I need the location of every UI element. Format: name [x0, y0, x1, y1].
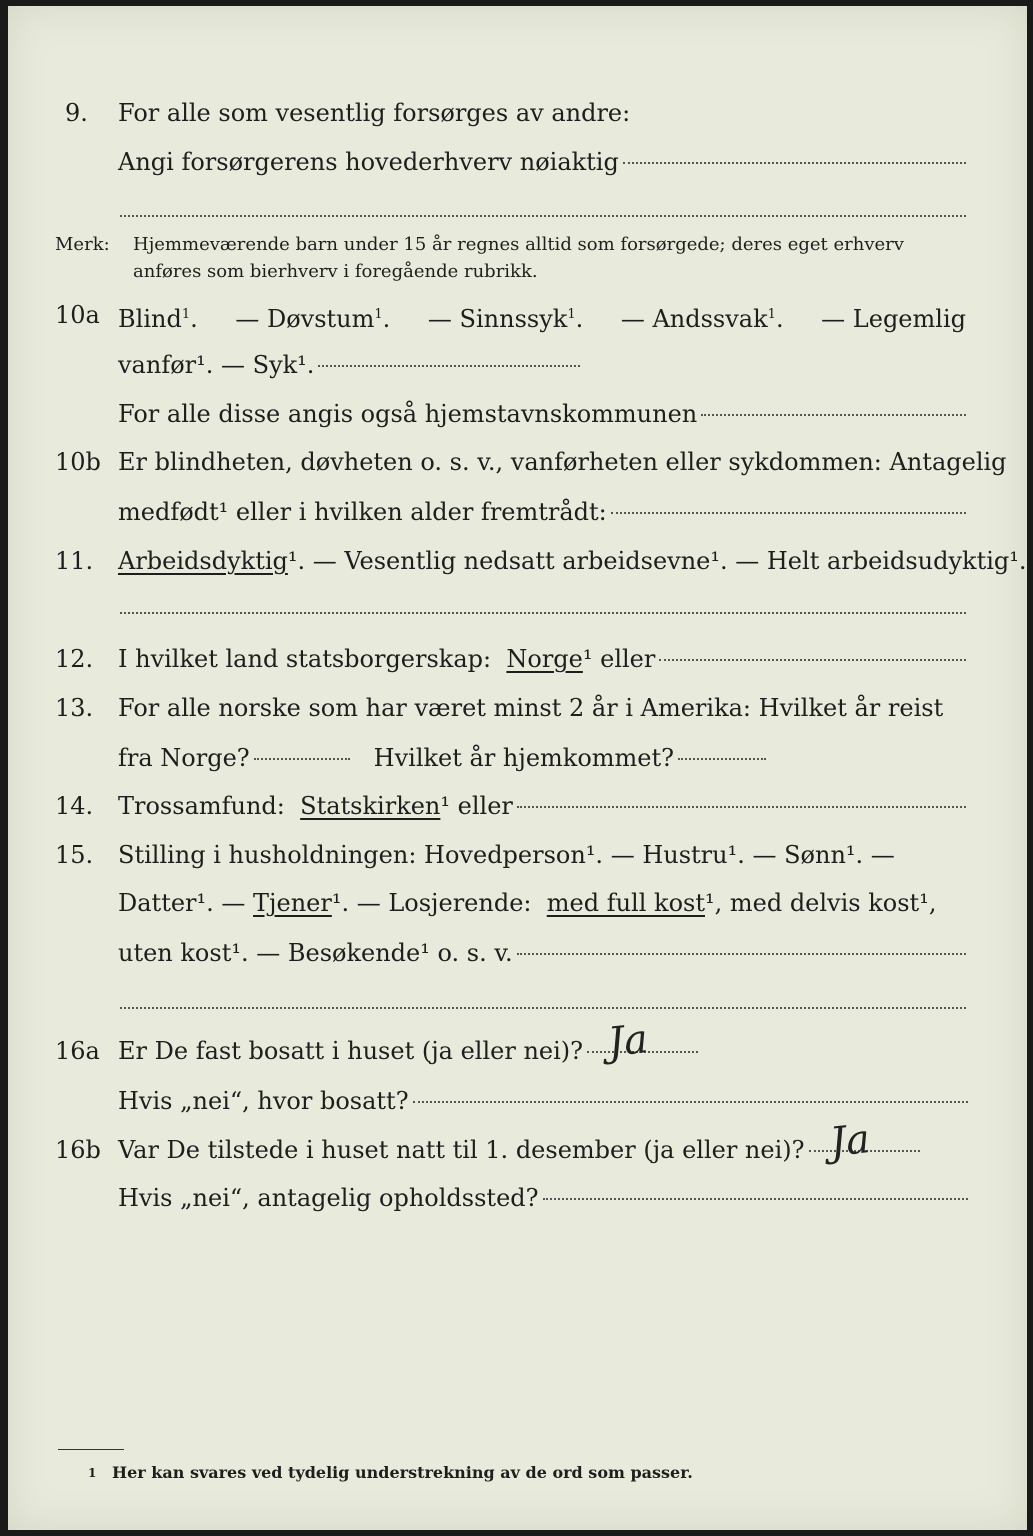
q14-answer-field[interactable] — [517, 806, 966, 808]
q15-answer-rule[interactable] — [120, 1007, 966, 1009]
q10a-number: 10a — [55, 301, 100, 329]
q16b-handwritten-answer: Ja — [827, 1116, 873, 1166]
merk-text-2: anføres som bierhverv i foregående rubrikk. — [133, 261, 538, 282]
q9-number: 9. — [65, 99, 88, 127]
q10a-hjemstavn: For alle disse angis også hjemstavnskommunen — [118, 400, 698, 428]
q13-reist-field[interactable] — [254, 758, 350, 760]
q16a-hvor-bosatt: Hvis „nei“, hvor bosatt? — [118, 1087, 409, 1115]
q13-hjemkommet-field[interactable] — [678, 758, 766, 760]
option-dovstum: — Døvstum — [235, 305, 375, 333]
q9-answer-rule[interactable] — [120, 215, 966, 217]
q14-eller: ¹ eller — [440, 792, 513, 820]
q16a-question: Er De fast bosatt i huset (ja eller nei)? — [118, 1037, 584, 1065]
option-blind: Blind — [118, 305, 182, 333]
q9-question: For alle som vesentlig forsørges av andre: — [118, 99, 631, 127]
q10b-question: Er blindheten, døvheten o. s. v., vanførheten eller sykdommen: Antagelig — [118, 448, 1007, 476]
q16a-bosatt-field[interactable] — [413, 1101, 968, 1103]
q13-reist-label: fra Norge? — [118, 744, 250, 772]
q12-answer-field[interactable] — [659, 659, 966, 661]
q15-datter: Datter¹. — — [118, 889, 246, 917]
q10b-question-2: medfødt¹ eller i hvilken alder fremtrådt: — [118, 498, 607, 526]
q12-norge-underlined: Norge — [506, 645, 583, 673]
q14-number: 14. — [55, 792, 94, 820]
q12-eller: ¹ eller — [582, 645, 656, 673]
q16b-number: 16b — [55, 1136, 101, 1164]
q13-hjemkommet-label: Hvilket år hjemkommet? — [373, 744, 675, 772]
q11-answer-rule[interactable] — [120, 612, 966, 614]
q10b-answer-field[interactable] — [611, 512, 966, 514]
option-sinnssyk: — Sinnssyk — [427, 305, 568, 333]
q15-tjener-underlined: Tjener — [253, 889, 332, 917]
q16b-question: Var De tilstede i huset natt til 1. desember (ja eller nei)? — [118, 1136, 805, 1164]
footnote-text: Her kan svares ved tydelig understrekning av de ord som passer. — [112, 1463, 693, 1482]
q10b-number: 10b — [55, 448, 101, 476]
q11-number: 11. — [55, 547, 94, 575]
q16a-number: 16a — [55, 1037, 100, 1065]
q9-question-2: Angi forsørgerens hovederhverv nøiaktig — [118, 148, 619, 176]
q15-number: 15. — [55, 841, 94, 869]
q12-number: 12. — [55, 645, 94, 673]
q15-delvis-kost: ¹, med delvis kost¹, — [704, 889, 937, 917]
q15-answer-field[interactable] — [517, 953, 966, 955]
option-andssvak: — Andssvak — [620, 305, 768, 333]
q9-answer-field[interactable] — [623, 162, 966, 164]
q15-question: Stilling i husholdningen: Hovedperson¹. — Hustru¹. — Sønn¹. — — [118, 841, 895, 869]
q11-options: ¹. — Vesentlig nedsatt arbeidsevne¹. — Helt arbeidsudyktig¹. — [287, 547, 1027, 575]
q12-question: I hvilket land statsborgerskap: — [118, 645, 492, 673]
merk-label: Merk: — [55, 234, 110, 255]
q15-full-kost-underlined: med full kost — [546, 889, 705, 917]
q10a-hjemstavn-field[interactable] — [701, 414, 966, 416]
q16a-handwritten-answer: Ja — [605, 1016, 651, 1066]
merk-text-1: Hjemmeværende barn under 15 år regnes alltid som forsørgede; deres eget erhverv — [133, 234, 904, 255]
q16b-opholdssted-field[interactable] — [543, 1198, 968, 1200]
q16b-opholdssted: Hvis „nei“, antagelig opholdssted? — [118, 1184, 539, 1212]
q15-losjerende: ¹. — Losjerende: — [331, 889, 532, 917]
q15-uten-kost: uten kost¹. — Besøkende¹ o. s. v. — [118, 939, 513, 967]
q14-statskirken-underlined: Statskirken — [300, 792, 441, 820]
q10a-vanfor-syk: vanfør¹. — Syk¹. — [118, 351, 315, 379]
q11-arbeidsdyktig-underlined: Arbeidsdyktig — [118, 547, 288, 575]
q10a-answer-field[interactable] — [318, 365, 580, 367]
footnote-mark: 1 — [88, 1466, 97, 1480]
q13-question: For alle norske som har været minst 2 år i Amerika: Hvilket år reist — [118, 694, 944, 722]
option-legemlig: — Legemlig — [821, 305, 966, 333]
q14-question: Trossamfund: — [118, 792, 285, 820]
q13-number: 13. — [55, 694, 94, 722]
footnote-rule — [58, 1449, 124, 1450]
